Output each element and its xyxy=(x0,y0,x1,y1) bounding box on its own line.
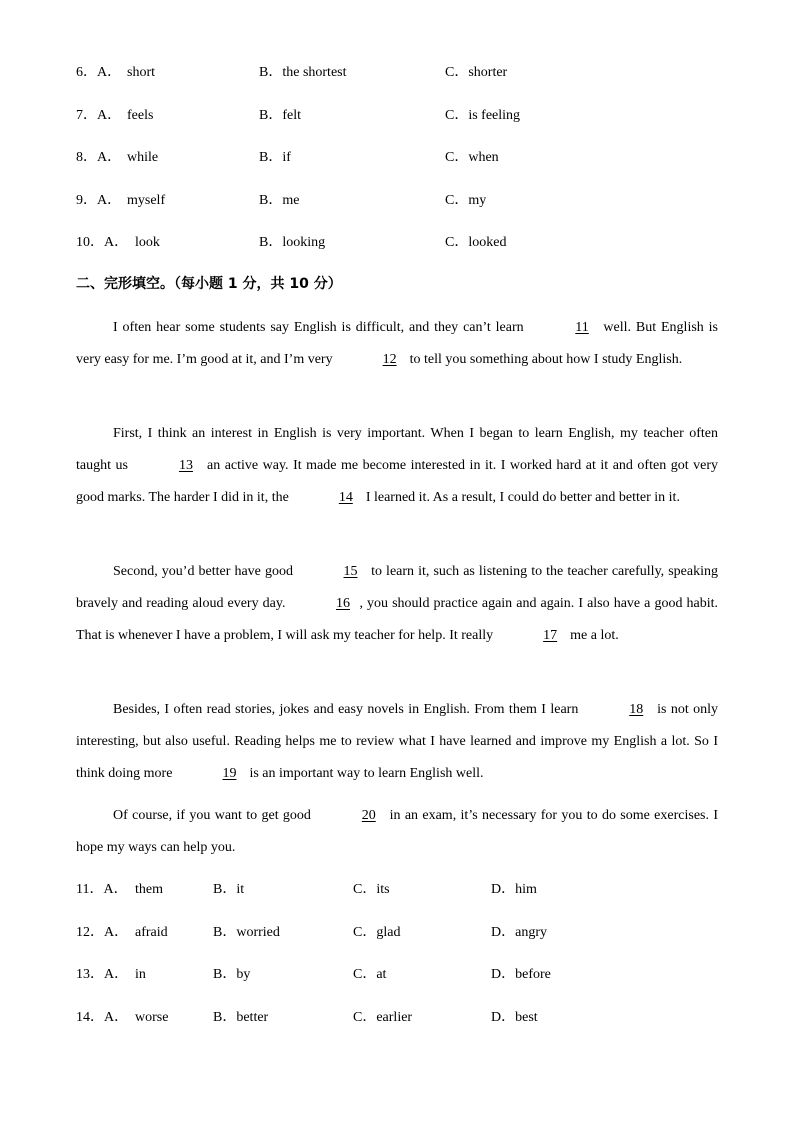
question-number: 13．A． xyxy=(76,967,129,982)
question-number: 12．A． xyxy=(76,925,129,940)
option-a: them xyxy=(135,882,163,897)
passage-paragraph-3 xyxy=(76,556,718,652)
blank-19[interactable]: 19 xyxy=(222,766,237,781)
question-number: 10．A． xyxy=(76,235,129,250)
option-b: B．me xyxy=(259,193,300,208)
option-b: B．by xyxy=(213,967,251,982)
question-12-options xyxy=(0,923,794,943)
paragraph-text: to tell you something about how I study English. xyxy=(406,352,683,367)
option-c: C．shorter xyxy=(445,65,508,80)
option-a: look xyxy=(135,235,160,250)
question-11-options xyxy=(0,880,794,900)
question-10-options xyxy=(0,233,794,253)
question-8-options xyxy=(0,148,794,168)
option-b: B．felt xyxy=(259,108,301,123)
option-a: short xyxy=(127,65,155,80)
blank-17[interactable]: 17 xyxy=(543,628,558,643)
blank-13[interactable]: 13 xyxy=(178,458,193,473)
option-c: C．is feeling xyxy=(445,108,521,123)
paragraph-text: in an exam, it’s necessary for you to do some exercises. I hope my ways can help you. xyxy=(76,808,718,855)
question-6-options xyxy=(0,63,794,83)
passage-paragraph-5 xyxy=(76,800,718,864)
passage-paragraph-1 xyxy=(76,312,718,376)
option-d: D．angry xyxy=(491,925,547,940)
question-number: 6．A． xyxy=(76,65,122,80)
blank-14[interactable]: 14 xyxy=(338,490,353,505)
question-number: 9．A． xyxy=(76,193,122,208)
option-c: C．glad xyxy=(353,925,401,940)
question-number: 7．A． xyxy=(76,108,122,123)
question-number: 8．A． xyxy=(76,150,122,165)
question-9-options xyxy=(0,191,794,211)
section-heading: 二、完形填空。（每小题 1 分，共 10 分） xyxy=(76,276,342,292)
option-b: B．worried xyxy=(213,925,280,940)
paragraph-text: Of course, if you want to get good xyxy=(113,808,316,823)
option-c: C．earlier xyxy=(353,1010,413,1025)
option-d: D．best xyxy=(491,1010,538,1025)
blank-16[interactable]: 16 xyxy=(336,596,350,611)
option-b: B．if xyxy=(259,150,291,165)
option-c: C．my xyxy=(445,193,487,208)
option-a: worse xyxy=(135,1010,169,1025)
paragraph-text: me a lot. xyxy=(566,628,619,643)
paragraph-text: First, I think an interest in English is very important. When I began to learn English, my teacher often taught us xyxy=(76,426,718,473)
paragraph-text: is not only interesting, but also useful. Reading helps me to review what I have learned and improve my English a lot. So I think doing more xyxy=(76,702,718,781)
question-7-options xyxy=(0,106,794,126)
paragraph-text: , you should practice again and again. I also have a good habit. That is whenever I have a problem, I will ask my teacher for help. It really xyxy=(76,596,718,643)
option-b: B．looking xyxy=(259,235,326,250)
passage-paragraph-2 xyxy=(76,418,718,514)
paragraph-text: to learn it, such as listening to the teacher carefully, speaking bravely and reading aloud every day. xyxy=(76,564,718,611)
blank-18[interactable]: 18 xyxy=(629,702,644,717)
option-a: afraid xyxy=(135,925,168,940)
option-a: feels xyxy=(127,108,154,123)
question-13-options xyxy=(0,965,794,985)
passage-paragraph-4 xyxy=(76,694,718,790)
option-c: C．its xyxy=(353,882,390,897)
question-number: 11．A． xyxy=(76,882,128,897)
option-a: while xyxy=(127,150,159,165)
question-number: 14．A． xyxy=(76,1010,129,1025)
question-14-options xyxy=(0,1008,794,1028)
option-c: C．at xyxy=(353,967,387,982)
blank-12[interactable]: 12 xyxy=(382,352,397,367)
paragraph-text: I learned it. As a result, I could do better and better in it. xyxy=(362,490,680,505)
paragraph-text: I often hear some students say English is difficult, and they can’t learn xyxy=(113,320,529,335)
option-b: B．it xyxy=(213,882,245,897)
blank-20[interactable]: 20 xyxy=(361,808,376,823)
blank-15[interactable]: 15 xyxy=(343,564,358,579)
paragraph-text: is an important way to learn English well. xyxy=(245,766,484,781)
option-b: B．better xyxy=(213,1010,269,1025)
option-d: D．before xyxy=(491,967,551,982)
option-b: B．the shortest xyxy=(259,65,347,80)
option-c: C．when xyxy=(445,150,499,165)
option-d: D．him xyxy=(491,882,537,897)
option-c: C．looked xyxy=(445,235,507,250)
paragraph-text: Besides, I often read stories, jokes and easy novels in English. From them I learn xyxy=(113,702,583,717)
paragraph-text: well. But English is very easy for me. I’m good at it, and I’m very xyxy=(76,320,718,367)
paragraph-text: Second, you’d better have good xyxy=(113,564,298,579)
option-a: myself xyxy=(127,193,166,208)
option-a: in xyxy=(135,967,146,982)
paragraph-text: an active way. It made me become interested in it. I worked hard at it and often got very good marks. The harder I did in it, the xyxy=(76,458,718,505)
blank-11[interactable]: 11 xyxy=(575,320,589,335)
